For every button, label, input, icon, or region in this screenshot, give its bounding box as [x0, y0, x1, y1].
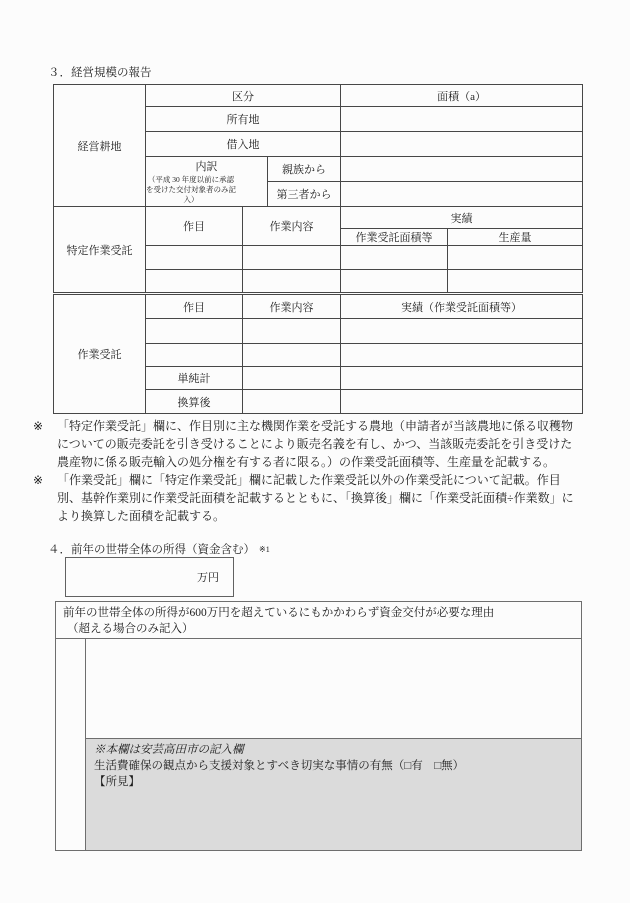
cell-empty: [341, 390, 583, 414]
table-row: [54, 207, 583, 229]
reason-line2: （超える場合のみ記入）: [67, 623, 194, 635]
cell-shoyuchi-label: 所有地: [146, 107, 341, 132]
footnote-2: [33, 471, 584, 525]
shoken-label: 【所見】: [94, 776, 140, 788]
cell-keieikouchi-label: 経営耕地: [54, 85, 146, 207]
table-row: [54, 85, 583, 107]
cell-empty: [243, 246, 341, 270]
cell-empty: [243, 367, 341, 390]
cell-empty: [243, 319, 341, 344]
footnote-text: 「特定作業受託」欄に、作目別に主な機関作業を受託する農地（申請者が当該農地に係る収穫物についての販売委託を引き受けることにより販売名義を有し、かつ、当該販売委託を引き受けた農産物に係る販売輸入の処分権を有する者に限る。）の作業受託面積等、生産量を記載する。: [57, 419, 574, 469]
cell-shinzoku-value: [341, 157, 583, 182]
cell-tokutei-label: 特定作業受託: [54, 207, 146, 293]
asterisk-mark: ※: [33, 419, 44, 433]
cell-jutakumenseki-header: 作業受託面積等: [341, 229, 448, 246]
cell-daisansha-value: [341, 182, 583, 207]
cell-sagyonaiyo-header: 作業内容: [243, 207, 341, 246]
uchiwake-title: 内訳: [195, 161, 218, 174]
cell-empty: [341, 344, 583, 367]
cell-jisseki-header: 実績: [341, 207, 583, 229]
cell-shinzoku-label: 親族から: [268, 157, 341, 182]
asterisk-mark: ※: [33, 473, 44, 487]
cell-sagyonaiyo-header: 作業内容: [243, 295, 341, 319]
section4-title: [48, 541, 270, 557]
management-scale-table: [53, 84, 583, 293]
reason-box: [55, 601, 582, 851]
uchiwake-note: （平成 30 年度以前に承認を受けた交付対象者のみ記入）: [146, 175, 236, 204]
cell-kariirechi-value: [341, 132, 583, 157]
cell-empty: [146, 270, 243, 293]
cell-empty: [341, 270, 448, 293]
reason-line1: 前年の世帯全体の所得が600万円を超えているにもかかわらず資金交付が必要な理由: [63, 607, 495, 619]
cell-kubun-header: 区分: [146, 85, 341, 107]
reason-indent: [56, 639, 85, 850]
cell-sakumoku-header: 作目: [146, 295, 243, 319]
city-entry-area: [86, 738, 581, 850]
table-row: [54, 295, 583, 319]
cell-empty: [341, 319, 583, 344]
reason-entry-area: [86, 639, 581, 738]
section4-title-text: ４．前年の世帯全体の所得（資金含む）: [48, 544, 255, 556]
cell-empty: [146, 344, 243, 367]
cell-empty: [146, 246, 243, 270]
cell-daisansha-label: 第三者から: [268, 182, 341, 207]
reason-content: [85, 639, 581, 850]
section3-title: ３．経営規模の報告: [48, 67, 152, 79]
cell-empty: [243, 344, 341, 367]
cell-empty: [146, 319, 243, 344]
cell-tanjunkei-label: 単純計: [146, 367, 243, 390]
cell-shoyuchi-value: [341, 107, 583, 132]
cell-menseki-header: 面積（a）: [341, 85, 583, 107]
cell-sagyojutaku-label: 作業受託: [54, 295, 146, 414]
cell-empty: [448, 270, 583, 293]
cell-uchiwake-label: [146, 157, 268, 207]
cell-kansango-label: 換算後: [146, 390, 243, 414]
cell-empty: [448, 246, 583, 270]
footnote-1: [33, 417, 584, 471]
city-note: ※本欄は安芸高田市の記入欄: [94, 744, 244, 756]
cell-jisseki-header: 実績（作業受託面積等）: [341, 295, 583, 319]
income-amount-box: [65, 557, 234, 597]
cell-seisanryo-header: 生産量: [448, 229, 583, 246]
cell-empty: [341, 246, 448, 270]
cell-empty: [341, 367, 583, 390]
cell-empty: [243, 270, 341, 293]
support-check-line: 生活費確保の観点から支援対象とすべき切実な事情の有無（□有 □無）: [94, 760, 465, 772]
cell-sakumoku-header: 作目: [146, 207, 243, 246]
cell-kariirechi-label: 借入地: [146, 132, 341, 157]
reason-header: [56, 602, 581, 639]
footnote-text: 「作業受託」欄に「特定作業受託」欄に記載した作業受託以外の作業受託について記載。作目別、基幹作業別に作業受託面積を記載するとともに、「換算後」欄に「作業受託面積÷作業数」により換算した面積を記載する。: [57, 473, 574, 523]
reason-body: [56, 639, 581, 850]
reference-mark: ※1: [259, 545, 270, 554]
man-yen-label: 万円: [197, 572, 219, 584]
consignment-table: [53, 294, 583, 414]
cell-empty: [243, 390, 341, 414]
